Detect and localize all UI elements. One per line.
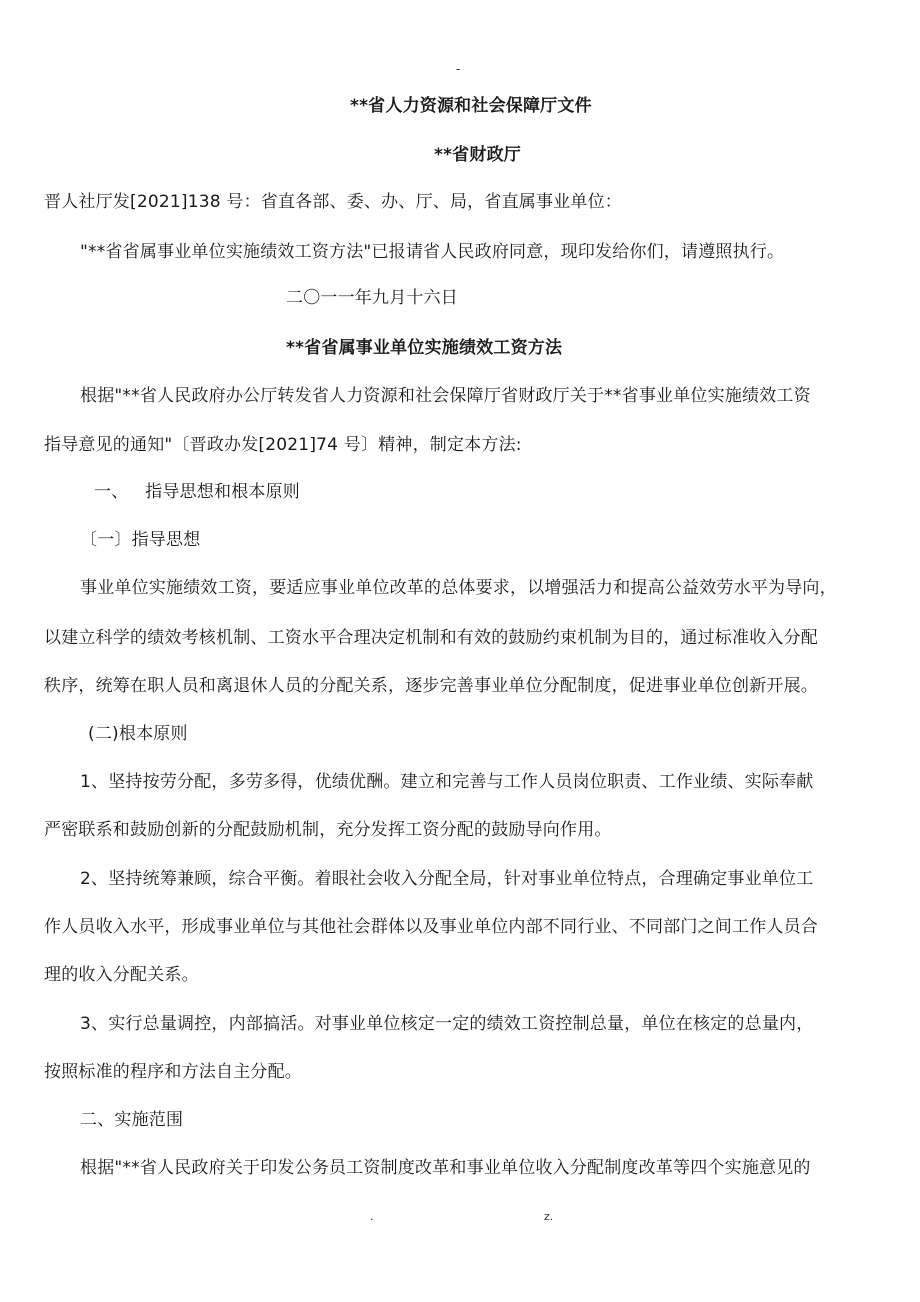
section1-sub2-heading: (二)根本原则 bbox=[88, 724, 188, 744]
section1-sub1-line: 事业单位实施绩效工资，要适应事业单位改革的总体要求，以增强活力和提高公益效劳水平为导向， bbox=[80, 578, 837, 598]
principle-2-line: 作人员收入水平，形成事业单位与其他社会群体以及事业单位内部不同行业、不同部门之间工作人员合 bbox=[44, 917, 818, 937]
principle-1-line: 严密联系和鼓励创新的分配鼓励机制，充分发挥工资分配的鼓励导向作用。 bbox=[44, 820, 612, 840]
doc-title: **省省属事业单位实施绩效工资方法 bbox=[286, 338, 563, 358]
title-line-2: **省财政厅 bbox=[434, 145, 521, 165]
section1-sub1-line: 秩序，统筹在职人员和离退休人员的分配关系，逐步完善事业单位分配制度，促进事业单位创新开展。 bbox=[44, 676, 818, 696]
footer-right-mark: z. bbox=[544, 1210, 554, 1223]
notice-date: 二〇一一年九月十六日 bbox=[286, 288, 458, 308]
section1-heading: 一、 指导思想和根本原则 bbox=[94, 482, 301, 502]
title-line-1: **省人力资源和社会保障厅文件 bbox=[350, 96, 592, 116]
principle-3-line: 3、实行总量调控，内部搞活。对事业单位核定一定的绩效工资控制总量，单位在核定的总量内， bbox=[80, 1014, 814, 1034]
header-mark: - bbox=[456, 62, 461, 76]
principle-2-line: 2、坚持统筹兼顾，综合平衡。着眼社会收入分配全局，针对事业单位特点，合理确定事业单位工 bbox=[80, 869, 814, 889]
section1-sub1-heading: 〔一〕指导思想 bbox=[80, 530, 201, 550]
footer-left-mark: . bbox=[370, 1210, 374, 1223]
principle-2-line: 理的收入分配关系。 bbox=[44, 965, 199, 985]
notice-ref: 晋人社厅发[2021]138 号：省直各部、委、办、厅、局，省直属事业单位： bbox=[44, 192, 622, 212]
intro-line-1: 根据"**省人民政府办公厅转发省人力资源和社会保障厅省财政厅关于**省事业单位实施绩效工资 bbox=[80, 386, 811, 406]
section2-line-1: 根据"**省人民政府关于印发公务员工资制度改革和事业单位收入分配制度改革等四个实施意见的 bbox=[80, 1158, 811, 1178]
principle-3-line: 按照标准的程序和方法自主分配。 bbox=[44, 1062, 302, 1082]
section1-sub1-line: 以建立科学的绩效考核机制、工资水平合理决定机制和有效的鼓励约束机制为目的，通过标准收入分配 bbox=[44, 628, 818, 648]
intro-line-2: 指导意见的通知"〔晋政办发[2021]74 号〕精神，制定本方法: bbox=[44, 435, 522, 455]
notice-body: "**省省属事业单位实施绩效工资方法"已报请省人民政府同意，现印发给你们，请遵照执行。 bbox=[80, 242, 785, 262]
principle-1-line: 1、坚持按劳分配，多劳多得，优绩优酬。建立和完善与工作人员岗位职责、工作业绩、实际奉献 bbox=[80, 772, 814, 792]
section2-heading: 二、实施范围 bbox=[80, 1110, 184, 1130]
